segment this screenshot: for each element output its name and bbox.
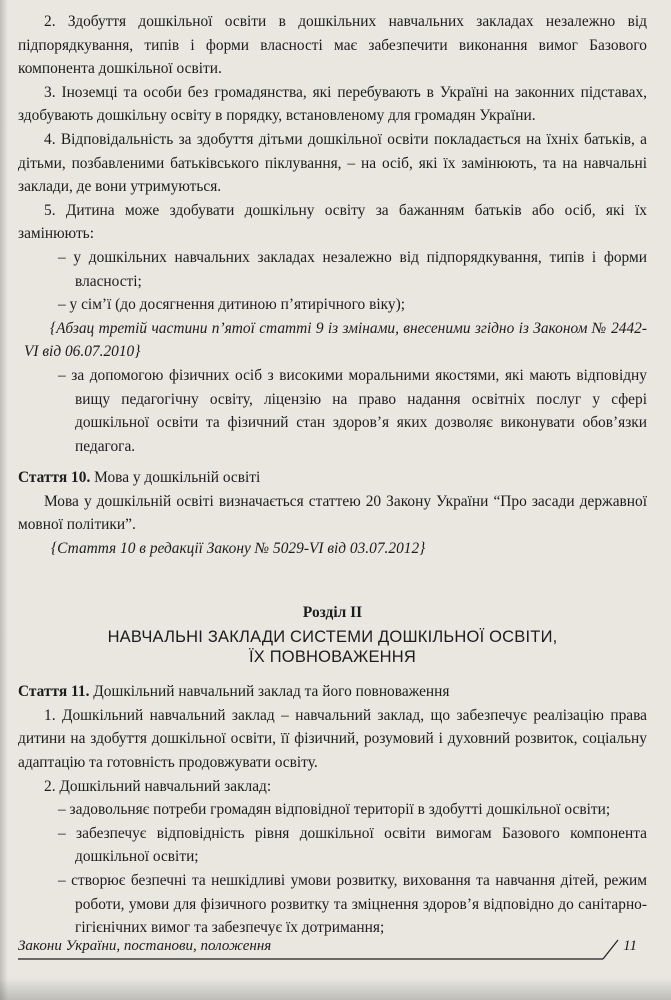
- list-item: – за допомогою фізичних осіб з високими моральними якостями, які мають відповідну вищу педагогічну освіту, ліцензію на право надання освітніх послуг у сфері дошкільної освіти та фізичний стан здоров’я яких дозволяє виконувати обов’язки педагога.: [58, 366, 647, 455]
- page-footer: [18, 938, 647, 966]
- article-11-title: Дошкільний навчальний заклад та його повноваження: [89, 683, 450, 701]
- section-title-line-1: НАВЧАЛЬНІ ЗАКЛАДИ СИСТЕМИ ДОШКІЛЬНОЇ ОСВІТИ,: [107, 628, 558, 647]
- article-10-text: Мова у дошкільній освіті визначається статтею 20 Закону України “Про засади державної мовної політики”.: [18, 492, 647, 534]
- footer-title: Закони України, постанови, положення: [18, 938, 272, 954]
- page-number: 11: [623, 938, 637, 954]
- article-10-note: {Стаття 10 в редакції Закону № 5029-VI від 03.07.2012}: [51, 540, 426, 558]
- list-item: – у сім’ї (до досягнення дитиною п’ятирічного віку);: [58, 296, 406, 314]
- article-10-heading: [18, 466, 647, 490]
- article-11-paragraph-2: 2. Дошкільний навчальний заклад:: [44, 777, 272, 795]
- article-11-label: Стаття 11.: [18, 683, 90, 701]
- list-item: – задовольняє потреби громадян відповідної території в здобутті дошкільної освіти;: [58, 801, 611, 819]
- list-item: – у дошкільних навчальних закладах незалежно від підпорядкування, типів і форми власності;: [58, 248, 647, 290]
- section-label: Розділ ІІ: [302, 603, 363, 621]
- article-11-heading: [18, 680, 647, 704]
- paragraph-4: 4. Відповідальність за здобуття дітьми дошкільної освіти покладається на їхніх батьків, а дітьми, позбавленими батьківського піклування, – на осіб, які їх замінюють, та на навчальні заклади, де вони утримуються.: [18, 130, 647, 196]
- paragraph-5: 5. Дитина може здобувати дошкільну освіту за бажанням батьків або осіб, які їх замінюють:: [18, 201, 647, 243]
- article-11-paragraph-1: 1. Дошкільний навчальний заклад – навчальний заклад, що забезпечує реалізацію права дитини на здобуття дошкільної освіти, її фізичний, розумовий і духовний розвиток, соціальну адаптацію та готовність продовжувати освіту.: [18, 706, 647, 772]
- section-heading: [18, 601, 647, 668]
- list-item: – забезпечує відповідність рівня дошкільної освіти вимогам Базового компонента дошкільної освіти;: [58, 824, 647, 866]
- page-edge-shadow: [0, 0, 8, 1000]
- amendment-note: {Абзац третій частини п’ятої статті 9 із змінами, внесеними згідно із Законом № 2442-VI від 06.07.2010}: [24, 319, 647, 361]
- paragraph-3: 3. Іноземці та особи без громадянства, які перебувають в Україні на законних підставах, здобувають дошкільну освіту в порядку, встановленому для громадян України.: [18, 83, 647, 125]
- article-10-label: Стаття 10.: [18, 469, 91, 487]
- section-title-line-2: ЇХ ПОВНОВАЖЕННЯ: [248, 648, 417, 667]
- paragraph-2: 2. Здобуття дошкільної освіти в дошкільних навчальних закладах незалежно від підпорядкування, типів і форми власності має забезпечити виконання вимог Базового компонента дошкільної освіти.: [18, 13, 647, 78]
- article-10-title: Мова у дошкільній освіті: [90, 469, 261, 487]
- page-bottom-shadow: [0, 978, 671, 1000]
- section-title: [18, 627, 647, 667]
- list-item: – створює безпечні та нешкідливі умови розвитку, виховання та навчання дітей, режим роботи, умови для фізичного розвитку та зміцнення здоров’я відповідно до санітарно-гігієнічних вимог та забезпечує їх дотримання;: [58, 872, 647, 937]
